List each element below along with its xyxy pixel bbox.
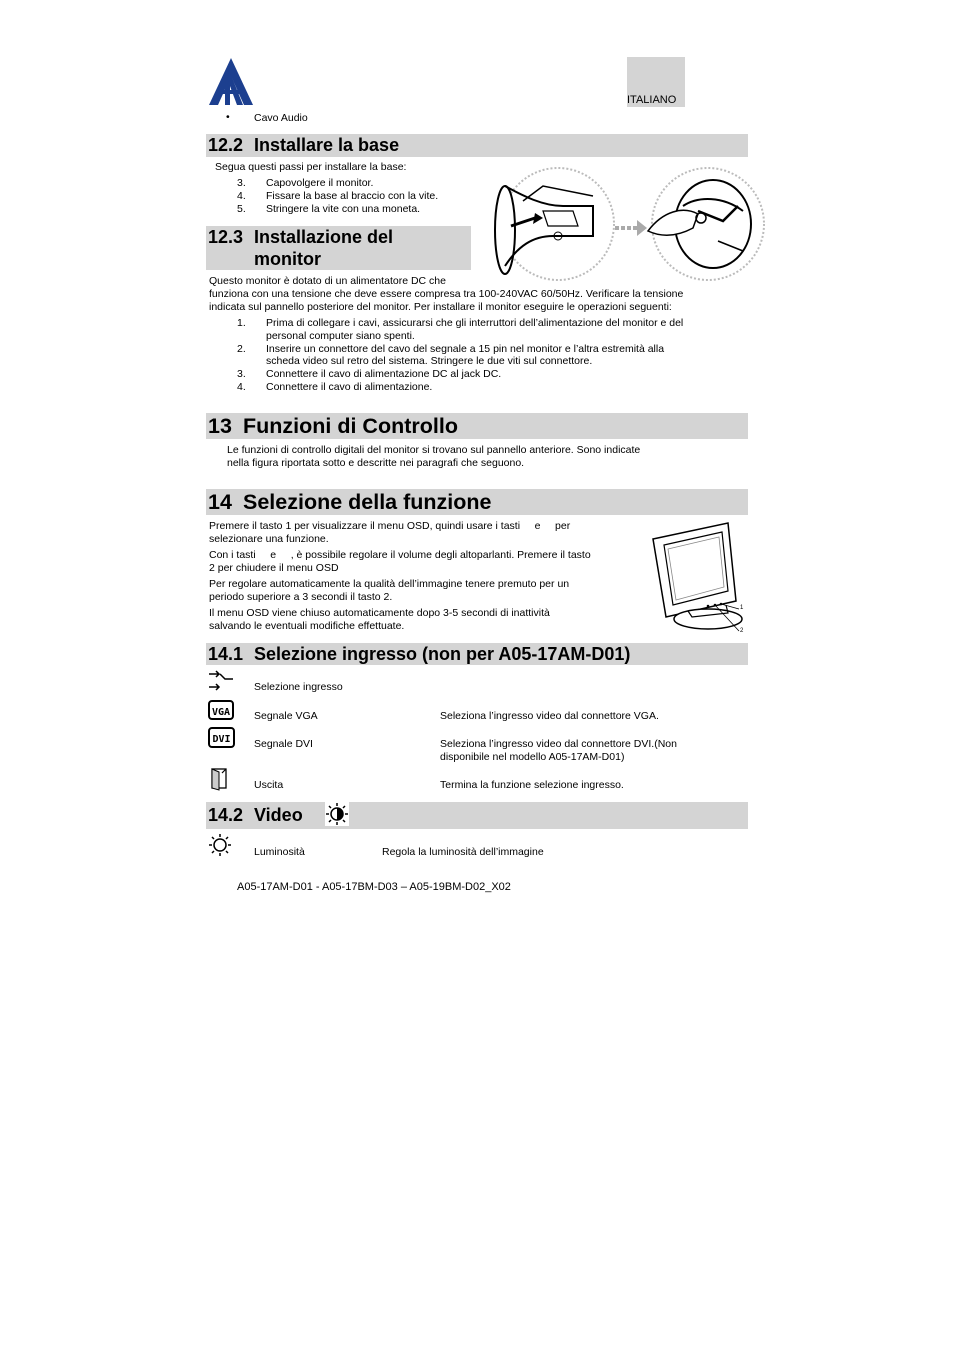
section-heading-13 [206, 413, 748, 439]
menu-description: Seleziona l’ingresso video dal connettore DVI.(Non [440, 738, 677, 750]
paragraph-line: nella figura riportata sotto e descritte nei paragrafi che seguono. [227, 457, 525, 469]
paragraph-line: Il menu OSD viene chiuso automaticamente dopo 3-5 secondi di inattività [209, 607, 550, 619]
paragraph-line: Premere il tasto 1 per visualizzare il menu OSD, quindi usare i tasti e per [209, 520, 571, 532]
language-label: ITALIANO [627, 94, 677, 106]
paragraph-line: periodo superiore a 3 secondi il tasto 2. [209, 591, 393, 603]
callout-label-2: 2 [740, 628, 744, 634]
paragraph-line: Le funzioni di controllo digitali del monitor si trovano sul pannello anteriore. Sono indicate [227, 444, 641, 456]
menu-description: Seleziona l’ingresso video dal connettore VGA. [440, 710, 659, 722]
list-text: scheda video sul retro del sistema. Stringere le due viti sul connettore. [266, 355, 593, 367]
section-number: 12.3 [208, 227, 244, 247]
section-title: Selezione della funzione [243, 490, 492, 514]
section-number: 14.1 [208, 644, 244, 664]
section-number: 12.2 [208, 135, 244, 155]
menu-label: Selezione ingresso [254, 681, 343, 693]
input-select-icon [207, 670, 235, 692]
section-title: Funzioni di Controllo [243, 414, 458, 438]
bullet-marker: • [226, 111, 230, 123]
list-item [237, 368, 737, 381]
list-item [237, 381, 737, 394]
menu-label: Segnale DVI [254, 738, 313, 750]
bullet-item-text: Cavo Audio [254, 112, 308, 124]
section-number: 14 [208, 490, 232, 514]
section-title-line1: Installazione del [254, 227, 394, 247]
paragraph-line: indicata sul pannello posteriore del monitor. Per installare il monitor eseguire le operazioni seguenti: [209, 301, 672, 313]
list-number: 4. [237, 190, 246, 202]
list-number: 3. [237, 177, 246, 189]
section-number: 13 [208, 414, 232, 438]
list-number: 3. [237, 368, 246, 380]
list-text: Connettere il cavo di alimentazione. [266, 381, 433, 393]
section-heading-12-3 [206, 226, 471, 270]
paragraph-line: selezionare una funzione. [209, 533, 329, 545]
menu-description: Regola la luminosità dell’immagine [382, 846, 544, 858]
ordered-list [237, 177, 477, 217]
dvi-icon: DVI [208, 727, 235, 748]
list-number: 4. [237, 381, 246, 393]
company-logo [207, 56, 255, 106]
list-number: 2. [237, 343, 246, 355]
paragraph-line: Per regolare automaticamente la qualità dell’immagine tenere premuto per un [209, 578, 570, 590]
brightness-icon [208, 833, 232, 857]
section-heading-14 [206, 489, 748, 515]
menu-label: Luminosità [254, 846, 305, 858]
paragraph-line: Questo monitor è dotato di un alimentatore DC che [209, 275, 446, 287]
list-text: Capovolgere il monitor. [266, 177, 374, 189]
list-text: Connettere il cavo di alimentazione DC al jack DC. [266, 368, 502, 380]
section-title-line2: monitor [254, 249, 321, 269]
paragraph-line: funziona con una tensione che deve essere compresa tra 100-240VAC 60/50Hz. Verificare la tensione [209, 288, 684, 300]
section-heading-12-2 [206, 134, 748, 157]
list-text: personal computer siano spenti. [266, 330, 415, 342]
menu-label: Segnale VGA [254, 710, 318, 722]
video-menu-icon [325, 802, 349, 826]
section-title: Video [254, 805, 303, 825]
list-item [237, 203, 477, 216]
callout-label-1: 1 [740, 605, 744, 611]
list-item [237, 190, 477, 203]
vga-icon: VGA [208, 700, 234, 720]
list-text: Fissare la base al braccio con la vite. [266, 190, 439, 202]
ordered-list [237, 317, 737, 397]
section-intro: Segua questi passi per installare la base: [215, 161, 407, 173]
footer-model-codes: A05-17AM-D01 - A05-17BM-D03 – A05-19BM-D02_X02 [237, 881, 511, 893]
list-item [237, 343, 737, 367]
list-number: 1. [237, 317, 246, 329]
list-text: Stringere la vite con una moneta. [266, 203, 421, 215]
list-text: Prima di collegare i cavi, assicurarsi che gli interruttori dell’alimentazione del monitor e del [266, 317, 684, 329]
list-text: Inserire un connettore del cavo del segnale a 15 pin nel monitor e l’altra estremità alla [266, 343, 665, 355]
paragraph-line: Con i tasti e , è possibile regolare il volume degli altoparlanti. Premere il tasto [209, 549, 591, 561]
exit-icon [208, 767, 230, 791]
list-number: 5. [237, 203, 246, 215]
list-item [237, 317, 737, 342]
base-installation-illustration [483, 166, 768, 282]
paragraph-line: 2 per chiudere il menu OSD [209, 562, 339, 574]
menu-description: Termina la funzione selezione ingresso. [440, 779, 624, 791]
monitor-controls-illustration [648, 521, 748, 639]
menu-description: disponibile nel modello A05-17AM-D01) [440, 751, 625, 763]
section-heading-14-2 [206, 802, 748, 829]
list-item [237, 177, 477, 190]
paragraph-line: salvando le eventuali modifiche effettuate. [209, 620, 405, 632]
section-heading-14-1 [206, 643, 748, 665]
section-title: Selezione ingresso (non per A05-17AM-D01) [254, 644, 631, 664]
section-number: 14.2 [208, 805, 244, 825]
menu-label: Uscita [254, 779, 284, 791]
section-title: Installare la base [254, 135, 400, 155]
